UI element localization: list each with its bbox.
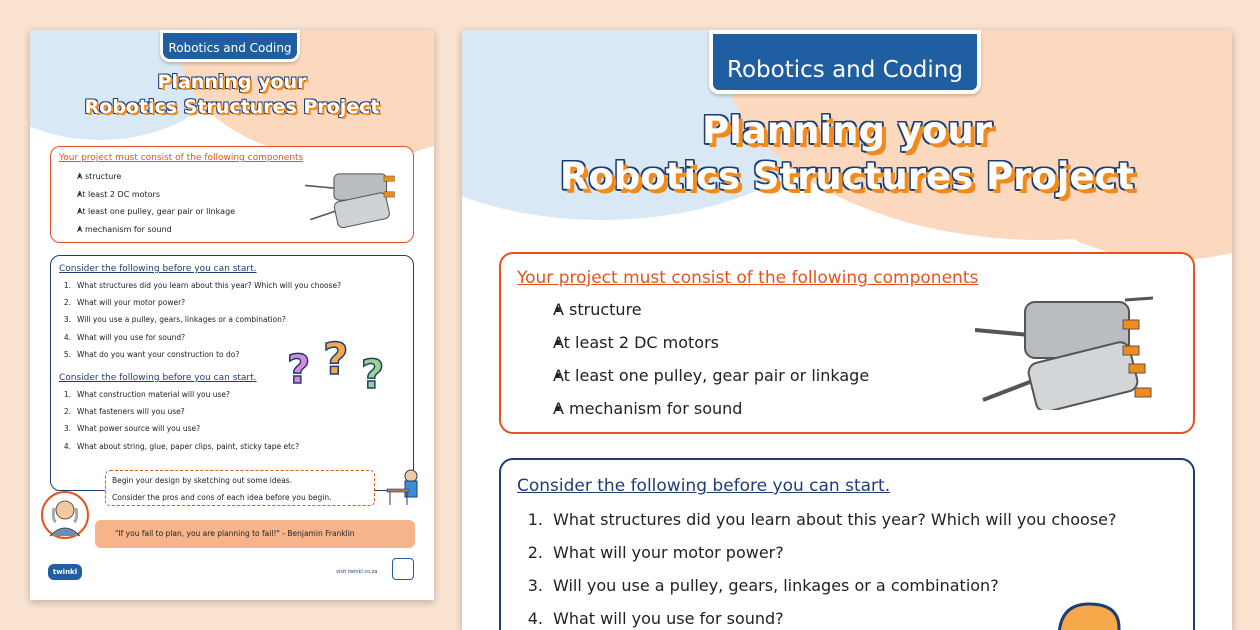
consider-heading-2: Consider the following before you can start. [59, 373, 257, 383]
components-box [499, 252, 1195, 434]
title-line-1: Planning your [702, 109, 992, 152]
twinkl-logo [48, 564, 82, 580]
component-item: • A mechanism for sound [61, 225, 235, 243]
component-item: • A mechanism for sound [525, 399, 869, 432]
item-number: 1. [63, 281, 71, 290]
components-box [50, 146, 414, 243]
consider-item [61, 407, 299, 424]
item-text: What will you use for sound? [77, 332, 186, 342]
item-number: 1. [527, 510, 543, 529]
subject-banner-text: Robotics and Coding [727, 57, 963, 83]
consider-heading: Consider the following before you can start. [517, 476, 891, 496]
item-number: 4. [63, 332, 71, 342]
svg-text:?: ? [361, 352, 385, 398]
item-text: Will you use a pulley, gears, linkages or a combination? [553, 576, 999, 595]
quote-banner [95, 520, 415, 548]
item-text: What construction material will you use? [77, 390, 230, 399]
child-drawing-illustration [385, 467, 425, 507]
component-item: • At least 2 DC motors [61, 190, 235, 208]
benjamin-franklin-portrait [40, 490, 90, 540]
component-item: • A structure [61, 172, 235, 190]
consider-item [61, 298, 341, 315]
item-number: 4. [527, 609, 543, 628]
consider-item [61, 315, 341, 332]
page-title [462, 108, 1232, 200]
consider-item [523, 543, 1117, 576]
consider-list [523, 510, 1117, 630]
certification-badge [392, 558, 414, 580]
consider-heading: Consider the following before you can start. [59, 264, 257, 274]
title-line-1: Planning your [157, 71, 307, 93]
item-number: 3. [527, 576, 543, 595]
component-item: • At least one pulley, gear pair or linkage [525, 366, 869, 399]
item-text: What will you use for sound? [553, 609, 784, 628]
item-number: 2. [63, 298, 71, 308]
subject-banner [160, 30, 300, 62]
title-line-2: Robotics Structures Project [84, 96, 380, 118]
item-text: What will your motor power? [553, 543, 784, 562]
dc-motors-illustration [975, 290, 1165, 410]
components-list [61, 172, 235, 242]
components-heading: Your project must consist of the following components [59, 153, 304, 163]
item-text: Will you use a pulley, gears, linkages or a combination? [77, 315, 286, 325]
item-number: 2. [527, 543, 543, 562]
consider-box [499, 458, 1195, 630]
twinkl-logo-text: twinkl [52, 568, 78, 576]
item-text: What fasteners will you use? [77, 407, 185, 417]
consider-list-2 [61, 390, 299, 459]
design-tip-line-1: Begin your design by sketching out some ideas. [112, 476, 293, 485]
component-item: • A structure [525, 300, 869, 333]
item-text: What power source will you use? [77, 424, 201, 434]
item-text: What do you want your construction to do? [77, 349, 240, 359]
item-number: 4. [63, 441, 71, 451]
item-number: 3. [63, 424, 71, 434]
consider-item [61, 390, 299, 407]
worksheet-zoomed [462, 30, 1232, 630]
page-title [30, 70, 434, 120]
svg-text:?: ? [287, 347, 311, 393]
quote-text: "If you fail to plan, you are planning to fail!" - Benjamin Franklin [115, 529, 355, 538]
component-item: • At least one pulley, gear pair or linkage [61, 207, 235, 225]
dc-motors-illustration [305, 161, 405, 231]
consider-item [523, 609, 1117, 630]
item-text: What structures did you learn about this year? Which will you choose? [77, 281, 342, 290]
components-heading: Your project must consist of the following components [517, 268, 979, 288]
design-tip-box [105, 470, 375, 506]
footer-url: visit twinkl.co.za [336, 569, 378, 575]
consider-item [61, 424, 299, 441]
question-mark-illustration [1049, 598, 1129, 630]
item-number: 5. [63, 349, 71, 359]
item-text: What structures did you learn about this year? Which will you choose? [553, 510, 1117, 529]
item-number: 3. [63, 315, 71, 325]
title-line-2: Robotics Structures Project [559, 155, 1135, 198]
consider-box [50, 255, 414, 491]
component-item: • At least 2 DC motors [525, 333, 869, 366]
consider-item [523, 576, 1117, 609]
item-text: What about string, glue, paper clips, paint, sticky tape etc? [77, 441, 300, 451]
design-tip-line-2: Consider the pros and cons of each idea before you begin. [112, 493, 332, 502]
subject-banner [709, 30, 981, 94]
worksheet-thumbnail [30, 30, 434, 600]
question-marks-illustration [287, 338, 397, 398]
consider-item [61, 442, 299, 459]
item-number: 1. [63, 390, 71, 399]
subject-banner-text: Robotics and Coding [168, 41, 292, 55]
item-number: 2. [63, 407, 71, 417]
consider-item [61, 281, 341, 298]
consider-item [523, 510, 1117, 543]
svg-text:?: ? [323, 338, 349, 385]
item-text: What will your motor power? [77, 298, 186, 308]
components-list [525, 300, 869, 432]
